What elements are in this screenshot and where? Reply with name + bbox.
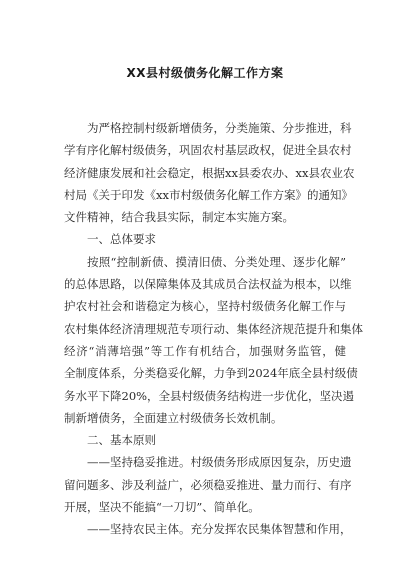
body-line: 一、总体要求 — [87, 232, 156, 247]
document-title: XX县村级债务化解工作方案 — [126, 66, 284, 80]
body-line: 护农村社会和谐稳定为核心，坚持村级债务化解工作与 — [64, 299, 346, 314]
body-line: 的总体思路，以保障集体及其成员合法权益为根本，以维 — [64, 277, 352, 292]
body-line: 留问题多、涉及利益广，必须稳妥推进、量力而行、有序 — [64, 477, 352, 492]
body-line: ——坚持农民主体。充分发挥农民集体智慧和作用， — [87, 522, 352, 537]
body-line: 开展，坚决不能搞“一刀切”、简单化。 — [64, 500, 260, 515]
body-line: 文件精神，结合我县实际，制定本实施方案。 — [64, 210, 294, 225]
document-body — [64, 117, 363, 541]
body-line: 二、基本原则 — [87, 433, 156, 448]
body-line: 经济健康发展和社会稳定，根据xx县委农办、xx县农业农 — [64, 165, 355, 180]
body-line: 农村集体经济清理规范专项行动、集体经济规范提升和集体 — [64, 321, 363, 336]
body-line: 为严格控制村级新增债务，分类施策、分步推进，科 — [87, 121, 352, 135]
body-line: 经济“消薄培强”等工作有机结合，加强财务监管，健 — [64, 343, 346, 358]
body-line: 村局《关于印发《xx市村级债务化解工作方案》的通知》 — [64, 187, 353, 202]
body-line: 务水平下降20%，全县村级债务结构进一步优化，坚决遏 — [64, 388, 355, 403]
body-line: 全制度体系，分类稳妥化解，力争到2024年底全县村级债 — [64, 366, 358, 381]
body-line: 制新增债务，全面建立村级债务长效机制。 — [64, 410, 283, 425]
body-line: 学有序化解村级债务，巩固农村基层政权，促进全县农村 — [64, 143, 352, 158]
body-line: ——坚持稳妥推进。村级债务形成原因复杂，历史遗 — [87, 455, 352, 470]
body-line: 按照“控制新债、摸清旧债、分类处理、逐步化解” — [87, 254, 346, 269]
